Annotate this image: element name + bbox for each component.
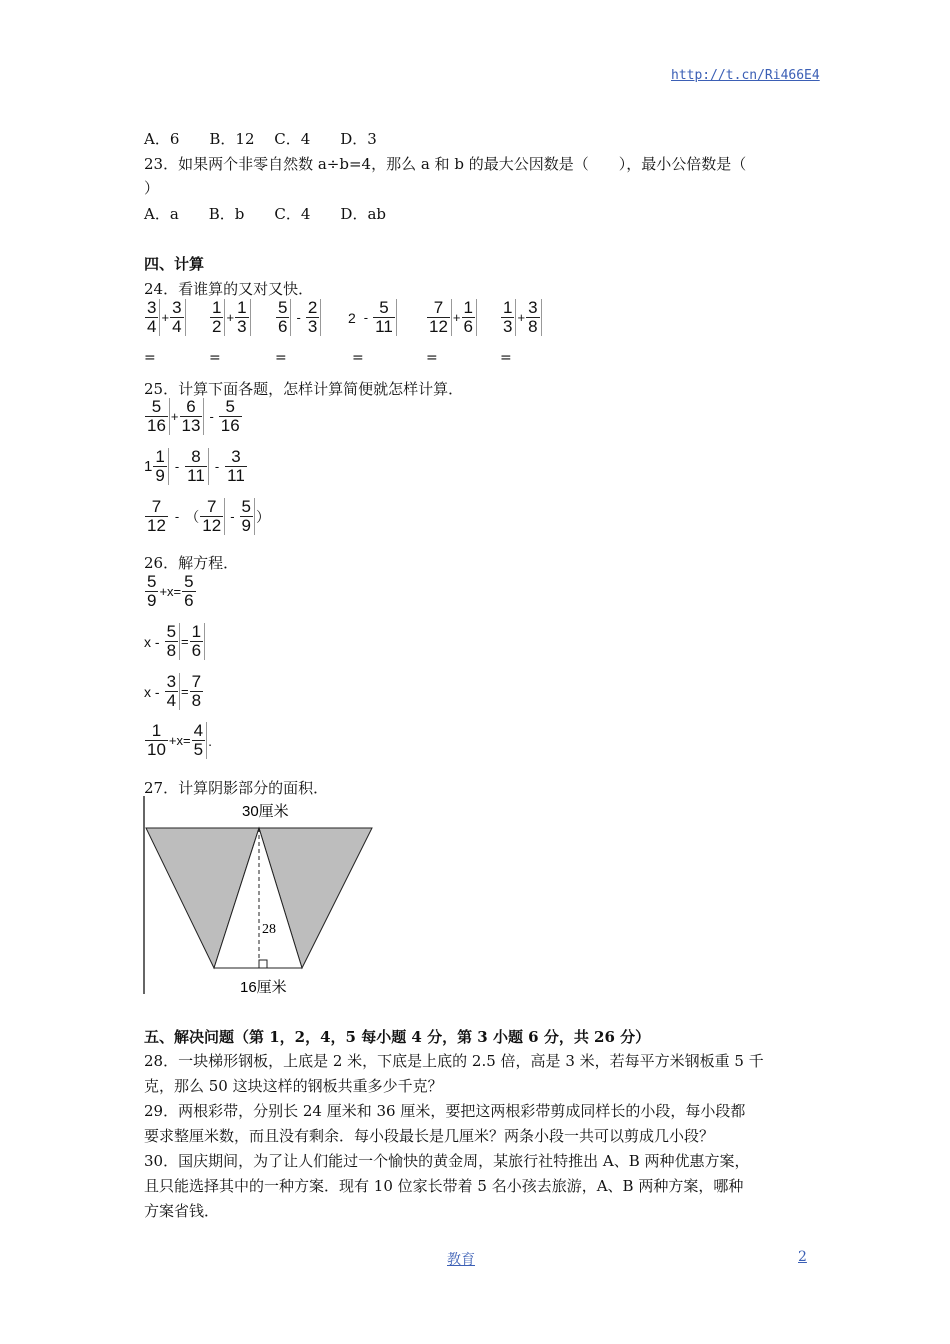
fraction: $\frac{5}{8}$ [165, 623, 180, 660]
fraction: 1 10 [147, 721, 166, 759]
q24-expression [209, 299, 252, 336]
fraction: 5 11 [373, 299, 397, 336]
fraction: 5 16 [220, 397, 240, 435]
q23-text: 23．如果两个非零自然数 a÷b=4，那么 a 和 b 的最大公因数是（ ），最小公倍数是（ [144, 155, 747, 173]
shaded-area-figure [140, 796, 380, 1000]
q30-line1: 30．国庆期间，为了让人们能过一个愉快的黄金周，某旅行社特推出 A、B 两种优惠方案， [144, 1152, 750, 1170]
fraction: 1 3 [501, 299, 516, 336]
q26-eq2: x - $\frac{5}{8}$ = $\frac{1}{6}$ [144, 623, 206, 660]
fraction: 2 3 [306, 299, 321, 336]
q23-options: A．a B．b C．4 D．ab [144, 205, 386, 223]
operator: - [363, 310, 369, 325]
section5-title: 五、解决问题（第 1，2，4，5 每小题 4 分，第 3 小题 6 分，共 26 分） [144, 1028, 651, 1046]
q24-expression [348, 299, 398, 336]
page-number: 2 [798, 1249, 807, 1265]
whole-number: 2 [348, 309, 356, 326]
q25-text: 25．计算下面各题，怎样计算简便就怎样计算． [144, 380, 464, 398]
fraction: 5 6 [276, 299, 291, 336]
fraction: $\frac{7}{8}$ [191, 672, 202, 710]
q28-line2: 克，那么 50 这块这样的钢板共重多少千克？ [144, 1077, 443, 1095]
q30-line3: 方案省钱． [144, 1202, 220, 1220]
fraction: 7 12 [427, 299, 452, 336]
top-length-label: 30厘米 [242, 803, 289, 820]
operator: + [517, 310, 526, 325]
fraction: $\frac{1}{6}$ [462, 299, 477, 336]
q27-text: 27．计算阴影部分的面积． [144, 779, 329, 797]
fraction: 3 11 [227, 447, 245, 485]
fraction: 5 9 [240, 498, 255, 535]
fraction: 7 12 [200, 498, 225, 535]
fraction: 5 9 [147, 572, 157, 610]
q22-options: A．6 B．12 C．4 D．3 [144, 130, 377, 148]
q24-expression [275, 299, 322, 336]
q25-line1: 5 16 + $\frac{6}{13}$ - 5 16 [147, 397, 240, 435]
q24-expression [144, 299, 187, 336]
q28-line1: 28．一块梯形钢板，上底是 2 米，下底是上底的 2.5 倍，高是 3 米，若每平方米钢板重 5 千 [144, 1052, 764, 1070]
bottom-length-label: 16厘米 [240, 979, 287, 996]
q25-line2: 1 1 9 - 8 11 - 3 11 [144, 447, 245, 485]
q24-equals: = [209, 350, 221, 366]
q24-equals: = [352, 350, 364, 366]
q24-expression [500, 299, 543, 336]
q24-equals: = [500, 350, 512, 366]
header-url-link[interactable]: http://t.cn/Ri466E4 [671, 68, 820, 83]
q24-equals: = [426, 350, 438, 366]
q26-text: 26．解方程． [144, 554, 239, 572]
fraction: 1 2 [210, 299, 225, 336]
operator: - [296, 310, 301, 325]
fraction: 8 11 [185, 448, 209, 485]
q25-line3: 7 12 - （ 7 12 - 5 9 ） [147, 497, 270, 535]
q26-eq3: x - $\frac{3}{4}$ = $\frac{7}{8}$ [144, 672, 202, 710]
q23-text-cont: ） [144, 179, 160, 197]
operator: + [226, 310, 235, 325]
section4-title: 四、计算 [144, 255, 205, 273]
q30-line2: 且只能选择其中的一种方案．现有 10 位家长带着 5 名小孩去旅游，A、B 两种方案，哪种 [144, 1177, 744, 1195]
operator: + [452, 310, 461, 325]
fraction: 7 12 [147, 497, 166, 535]
fraction: 5 16 [145, 398, 170, 435]
fraction: $\frac{5}{6}$ [184, 572, 194, 610]
fraction: 1 9 [153, 448, 168, 485]
q24-text: 24．看谁算的又对又快． [144, 280, 314, 298]
fraction: $\frac{3}{4}$ [165, 673, 180, 710]
q24-equals: = [275, 350, 287, 366]
q29-line2: 要求整厘米数，而且没有剩余．每小段最长是几厘米？两条小段一共可以剪成几小段？ [144, 1127, 715, 1145]
fraction: $\frac{1}{3}$ [235, 299, 250, 336]
fraction: $\frac{3}{8}$ [526, 299, 541, 336]
q26-eq4: 1 10 +x= $\frac{4}{5}$ . [147, 721, 212, 759]
q29-line1: 29．两根彩带，分别长 24 厘米和 36 厘米，要把这两根彩带剪成同样长的小段，每小段都 [144, 1102, 746, 1120]
operator: + [161, 310, 170, 325]
fraction: $\frac{4}{5}$ [192, 722, 207, 759]
q24-equals: = [144, 350, 156, 366]
fraction: 3 4 [145, 299, 160, 336]
height-label: 28 [262, 922, 276, 937]
q26-eq1: 5 9 +x= $\frac{5}{6}$ [147, 572, 194, 610]
fraction: $\frac{3}{4}$ [170, 299, 185, 336]
fraction: $\frac{1}{6}$ [190, 623, 205, 660]
footer-link[interactable]: 教育 [447, 1252, 475, 1268]
fraction: $\frac{6}{13}$ [180, 398, 205, 435]
q24-expression [426, 299, 478, 336]
